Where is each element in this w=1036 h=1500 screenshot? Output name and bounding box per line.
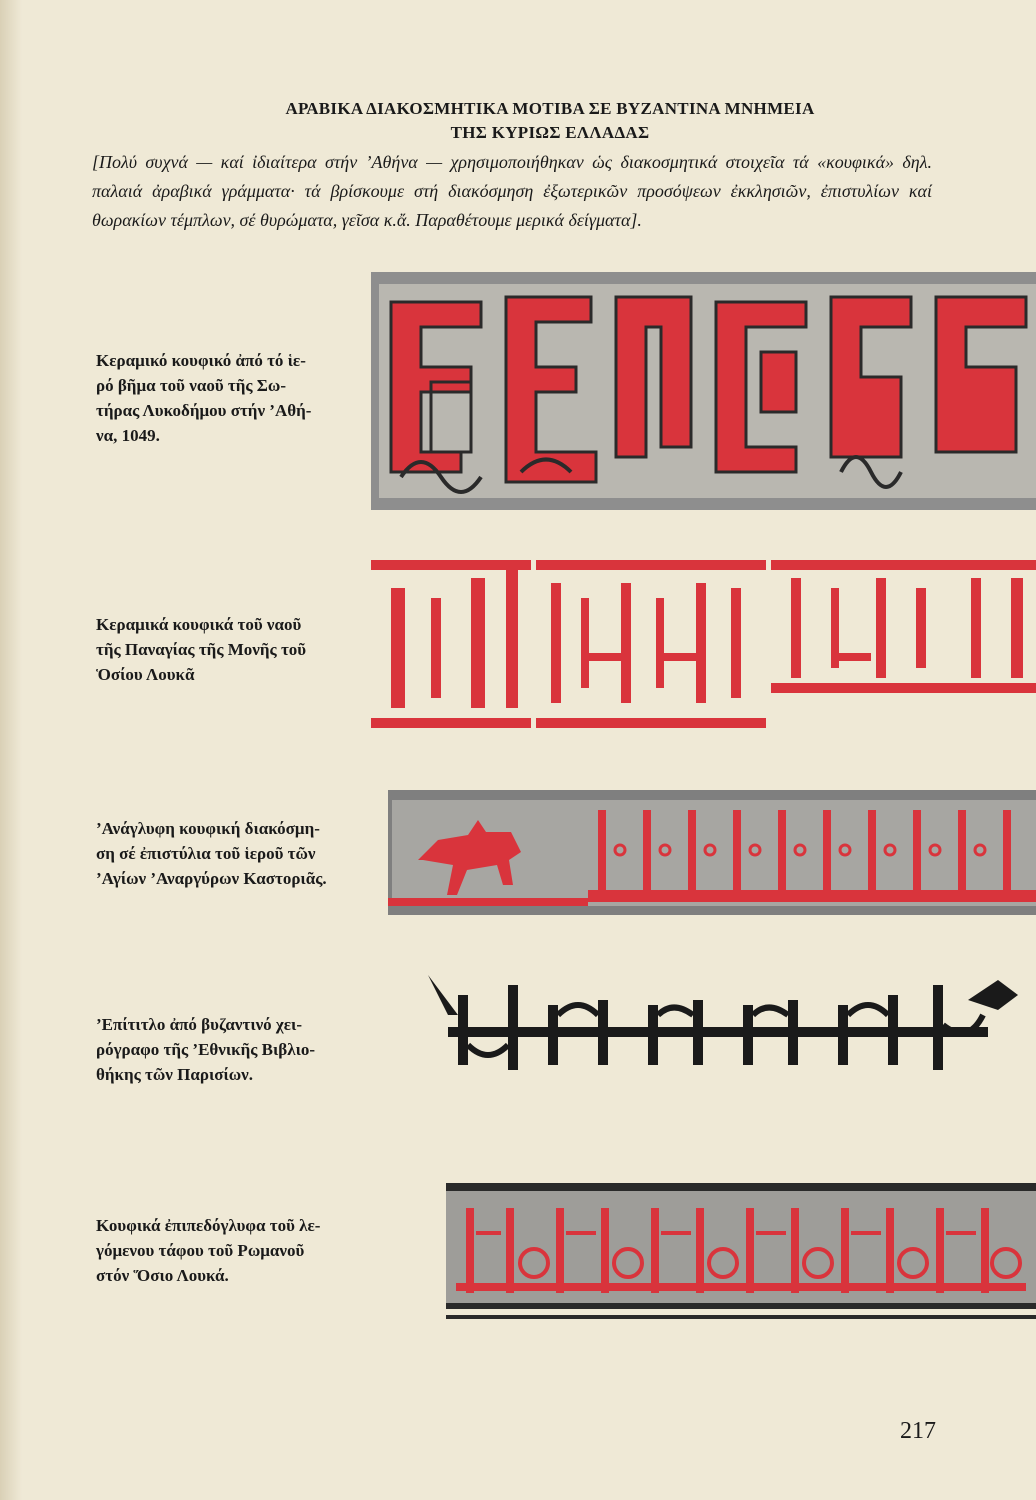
caption-5-line: Κουφικά ἐπιπεδόγλυφα τοῦ λε- bbox=[96, 1216, 321, 1235]
kufic-ceramic-tiles-panel bbox=[371, 558, 1036, 733]
title-line-1: ΑΡΑΒΙΚΑ ΔΙΑΚΟΣΜΗΤΙΚΑ ΜΟΤΙΒΑ ΣΕ ΒΥΖΑΝΤΙΝΑ ΜΝΗΜΕΙΑ bbox=[285, 99, 815, 118]
page-number: 217 bbox=[900, 1418, 936, 1444]
caption-4-line: θήκης τῶν Παρισίων. bbox=[96, 1065, 254, 1084]
caption-2-line: τῆς Παναγίας τῆς Μονῆς τοῦ bbox=[96, 640, 307, 659]
manuscript-headpiece-panel bbox=[428, 965, 1036, 1077]
caption-2-line: Ὁσίου Λουκᾶ bbox=[96, 665, 195, 684]
caption-5-line: γόμενου τάφου τοῦ Ρωμανοῦ bbox=[96, 1241, 305, 1260]
caption-3-line: ’Αγίων ’Αναργύρων Καστοριᾶς. bbox=[96, 869, 327, 888]
title-line-2: ΤΗΣ ΚΥΡΙΩΣ ΕΛΛΑΔΑΣ bbox=[450, 123, 650, 142]
caption-5-line: στόν Ὅσιο Λουκά. bbox=[96, 1266, 229, 1285]
caption-5 bbox=[96, 1213, 386, 1288]
relief-architrave-panel bbox=[388, 790, 1036, 915]
binding-shadow bbox=[0, 0, 22, 1500]
kufic-ceramic-panel bbox=[371, 272, 1036, 510]
caption-1-line: τήρας Λυκοδήμου στήν ’Αθή- bbox=[96, 401, 312, 420]
caption-4-line: ’Επίτιτλο ἀπό βυζαντινό χει- bbox=[96, 1015, 302, 1034]
caption-3 bbox=[96, 816, 386, 891]
page-title bbox=[150, 97, 950, 145]
caption-1 bbox=[96, 348, 356, 448]
caption-2-line: Κεραμικά κουφικά τοῦ ναοῦ bbox=[96, 615, 302, 634]
caption-1-line: ρό βῆμα τοῦ ναοῦ τῆς Σω- bbox=[96, 376, 287, 395]
caption-3-line: ’Ανάγλυφη κουφική διακόσμη- bbox=[96, 819, 320, 838]
caption-1-line: Κεραμικό κουφικό ἀπό τό ἱε- bbox=[96, 351, 306, 370]
caption-1-line: να, 1049. bbox=[96, 426, 160, 445]
caption-3-line: ση σέ ἐπιστύλια τοῦ ἱεροῦ τῶν bbox=[96, 844, 316, 863]
tomb-relief-panel bbox=[446, 1183, 1036, 1333]
caption-4-line: ρόγραφο τῆς ’Εθνικῆς Βιβλιο- bbox=[96, 1040, 316, 1059]
caption-2 bbox=[96, 612, 356, 687]
caption-4 bbox=[96, 1012, 386, 1087]
intro-paragraph: [Πολύ συχνά — καί ἰδιαίτερα στήν ’Αθήνα — χρησιμοποιήθηκαν ὡς διακοσμητικά στοιχεῖα τά «κουφικά» δηλ. παλαιά ἀραβικά γράμματα· τά βρίσκουμε στή διακόσμηση ἐξωτερικῶν προσόψεων ἐκκλησιῶν, ἐπιστυλίων καί θωρακίων τέμπλων, σέ θυρώματα, γεῖσα κ.ἄ. Παραθέτουμε μερικά δείγματα]. bbox=[92, 152, 932, 230]
